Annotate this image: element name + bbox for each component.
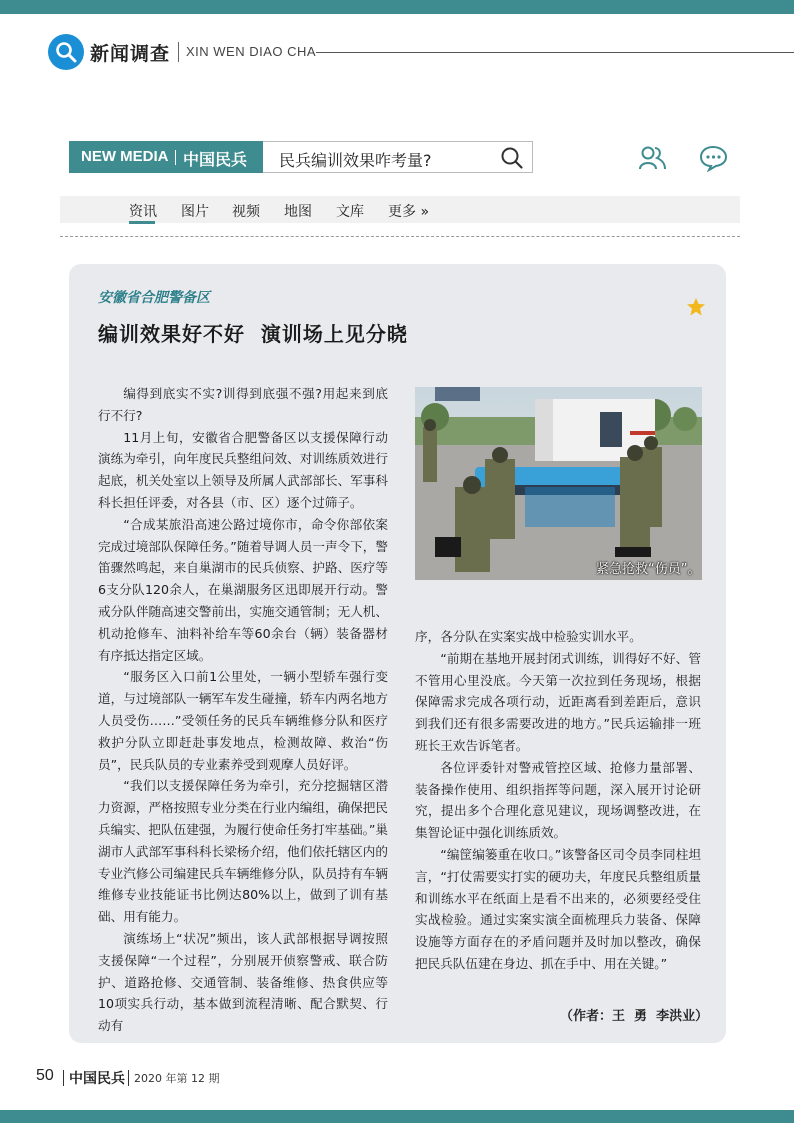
search-input[interactable] bbox=[263, 141, 533, 173]
rescue-photo bbox=[415, 387, 702, 580]
photo-caption: 紧急抢救“伤员”。 bbox=[596, 562, 701, 577]
article-byline: （作者：王 勇 李洪业） bbox=[560, 1009, 709, 1024]
section-title-pinyin: XIN WEN DIAO CHA bbox=[186, 44, 317, 59]
chat-icon[interactable] bbox=[699, 144, 729, 172]
brand-chinese: 中国民兵 bbox=[183, 150, 248, 169]
issue-label: 2020 年第 12 期 bbox=[134, 1072, 220, 1085]
paragraph: “编筐编篓重在收口。”该警备区司令员李同柱坦言，“打仗需要实打实的硬功夫，年度民兵整组质量和训练水平在纸面上是看不出来的，必须要经受住实战检验。通过实案实演全面梳理兵力装备、保障设施等方面存在的矛盾问题并及时加以整改，确保把民兵队伍建在身边、抓在手中、用在关键。” bbox=[415, 846, 701, 971]
footer-divider bbox=[63, 1070, 64, 1086]
search-icon[interactable] bbox=[499, 146, 525, 170]
top-accent-bar bbox=[0, 0, 794, 14]
brand-english: NEW MEDIA bbox=[81, 148, 169, 165]
search-query: 民兵编训效果咋考量? bbox=[279, 151, 432, 170]
footer-divider bbox=[128, 1070, 129, 1086]
paragraph: “我们以支援保障任务为牵引，充分挖掘辖区潜力资源，严格按照专业分类在行业内编组，确保把民兵编实、把队伍建强，为履行使命任务打牢基础。”巢湖市人武部军事科科长梁杨介绍，他们依托辖区内的专业汽修公司编建民兵车辆维修分队，队员持有车辆维修专业技能证书比例达80%以上，做到了训有基础、用有能力。 bbox=[98, 778, 388, 925]
article-headline: 编训效果好不好 演训场上见分晓 bbox=[98, 322, 408, 346]
bottom-accent-bar bbox=[0, 1110, 794, 1123]
article-left-column bbox=[98, 383, 388, 1037]
dashed-divider bbox=[60, 236, 740, 237]
star-icon[interactable] bbox=[686, 297, 706, 317]
nav-item-library[interactable]: 文库 bbox=[336, 204, 364, 220]
paragraph: “合成某旅沿高速公路过境你市，命令你部依案完成过境部队保障任务。”随着导调人员一声令下，警笛骤然鸣起，来自巢湖市的民兵侦察、护路、医疗等6支分队120余人，在巢湖服务区迅即展开行动。警戒分队伴随高速交警前出，实施交通管制；无人机、机动抢修车、油料补给车等60余台（辆）装备器材有序抵达指定区域。 bbox=[98, 516, 388, 663]
brand-divider bbox=[175, 150, 176, 165]
nav-item-map[interactable]: 地图 bbox=[284, 204, 312, 220]
paragraph: 编得到底实不实?训得到底强不强?用起来到底行不行? bbox=[98, 386, 388, 423]
users-icon[interactable] bbox=[638, 145, 668, 171]
article-right-column bbox=[415, 626, 701, 975]
nav-item-video[interactable]: 视频 bbox=[232, 204, 260, 220]
nav-item-images[interactable]: 图片 bbox=[181, 204, 209, 220]
paragraph-continuation: 序，各分队在实案实战中检验实训水平。 bbox=[415, 629, 642, 644]
nav-bar bbox=[60, 196, 740, 223]
section-divider bbox=[178, 42, 179, 62]
magnifier-icon bbox=[48, 34, 84, 70]
nav-active-indicator bbox=[129, 221, 155, 224]
brand-banner[interactable] bbox=[69, 141, 263, 173]
paragraph: 11月上旬，安徽省合肥警备区以支援保障行动演练为牵引，向年度民兵整组问效、对训练质效进行起底，机关处室以上领导及所属人武部部长、军事科科长担任评委，对各县（市、区）逐个过筛子。 bbox=[98, 429, 388, 510]
page-number: 50 bbox=[36, 1067, 54, 1084]
article-region: 安徽省合肥警备区 bbox=[98, 290, 210, 306]
paragraph: 各位评委针对警戒管控区域、抢修力量部署、装备操作使用、组织指挥等问题，深入展开讨论研究，提出多个合理化意见建议，现场调整改进，在集智论证中强化训练质效。 bbox=[415, 759, 701, 841]
section-rule bbox=[316, 52, 794, 53]
paragraph: “服务区入口前1公里处，一辆小型轿车强行变道，与过境部队一辆军车发生碰撞，轿车内两名地方人员受伤……”受领任务的民兵车辆维修分队和医疗救护分队立即赶赴事发地点，检测故障、救治“伤员”，民兵队员的专业素养受到观摩人员好评。 bbox=[98, 669, 388, 772]
paragraph: “前期在基地开展封闭式训练，训得好不好、管不管用心里没底。今天第一次拉到任务现场，根据保障需求完成各项行动，近距离看到差距后，意识到我们还有很多需要改进的地方。”民兵运输排一班班长王欢告诉笔者。 bbox=[415, 650, 701, 753]
nav-item-more[interactable]: 更多 » bbox=[388, 204, 430, 220]
section-title: 新闻调查 bbox=[90, 43, 171, 65]
nav-item-news[interactable]: 资讯 bbox=[129, 204, 157, 220]
magazine-name: 中国民兵 bbox=[69, 1071, 125, 1087]
paragraph: 演练场上“状况”频出，该人武部根据导调按照支援保障“一个过程”，分别展开侦察警戒、联合防护、道路抢修、交通管制、装备维修、热食供应等10项实兵行动，基本做到流程清晰、配合默契、行动有 bbox=[98, 930, 388, 1034]
